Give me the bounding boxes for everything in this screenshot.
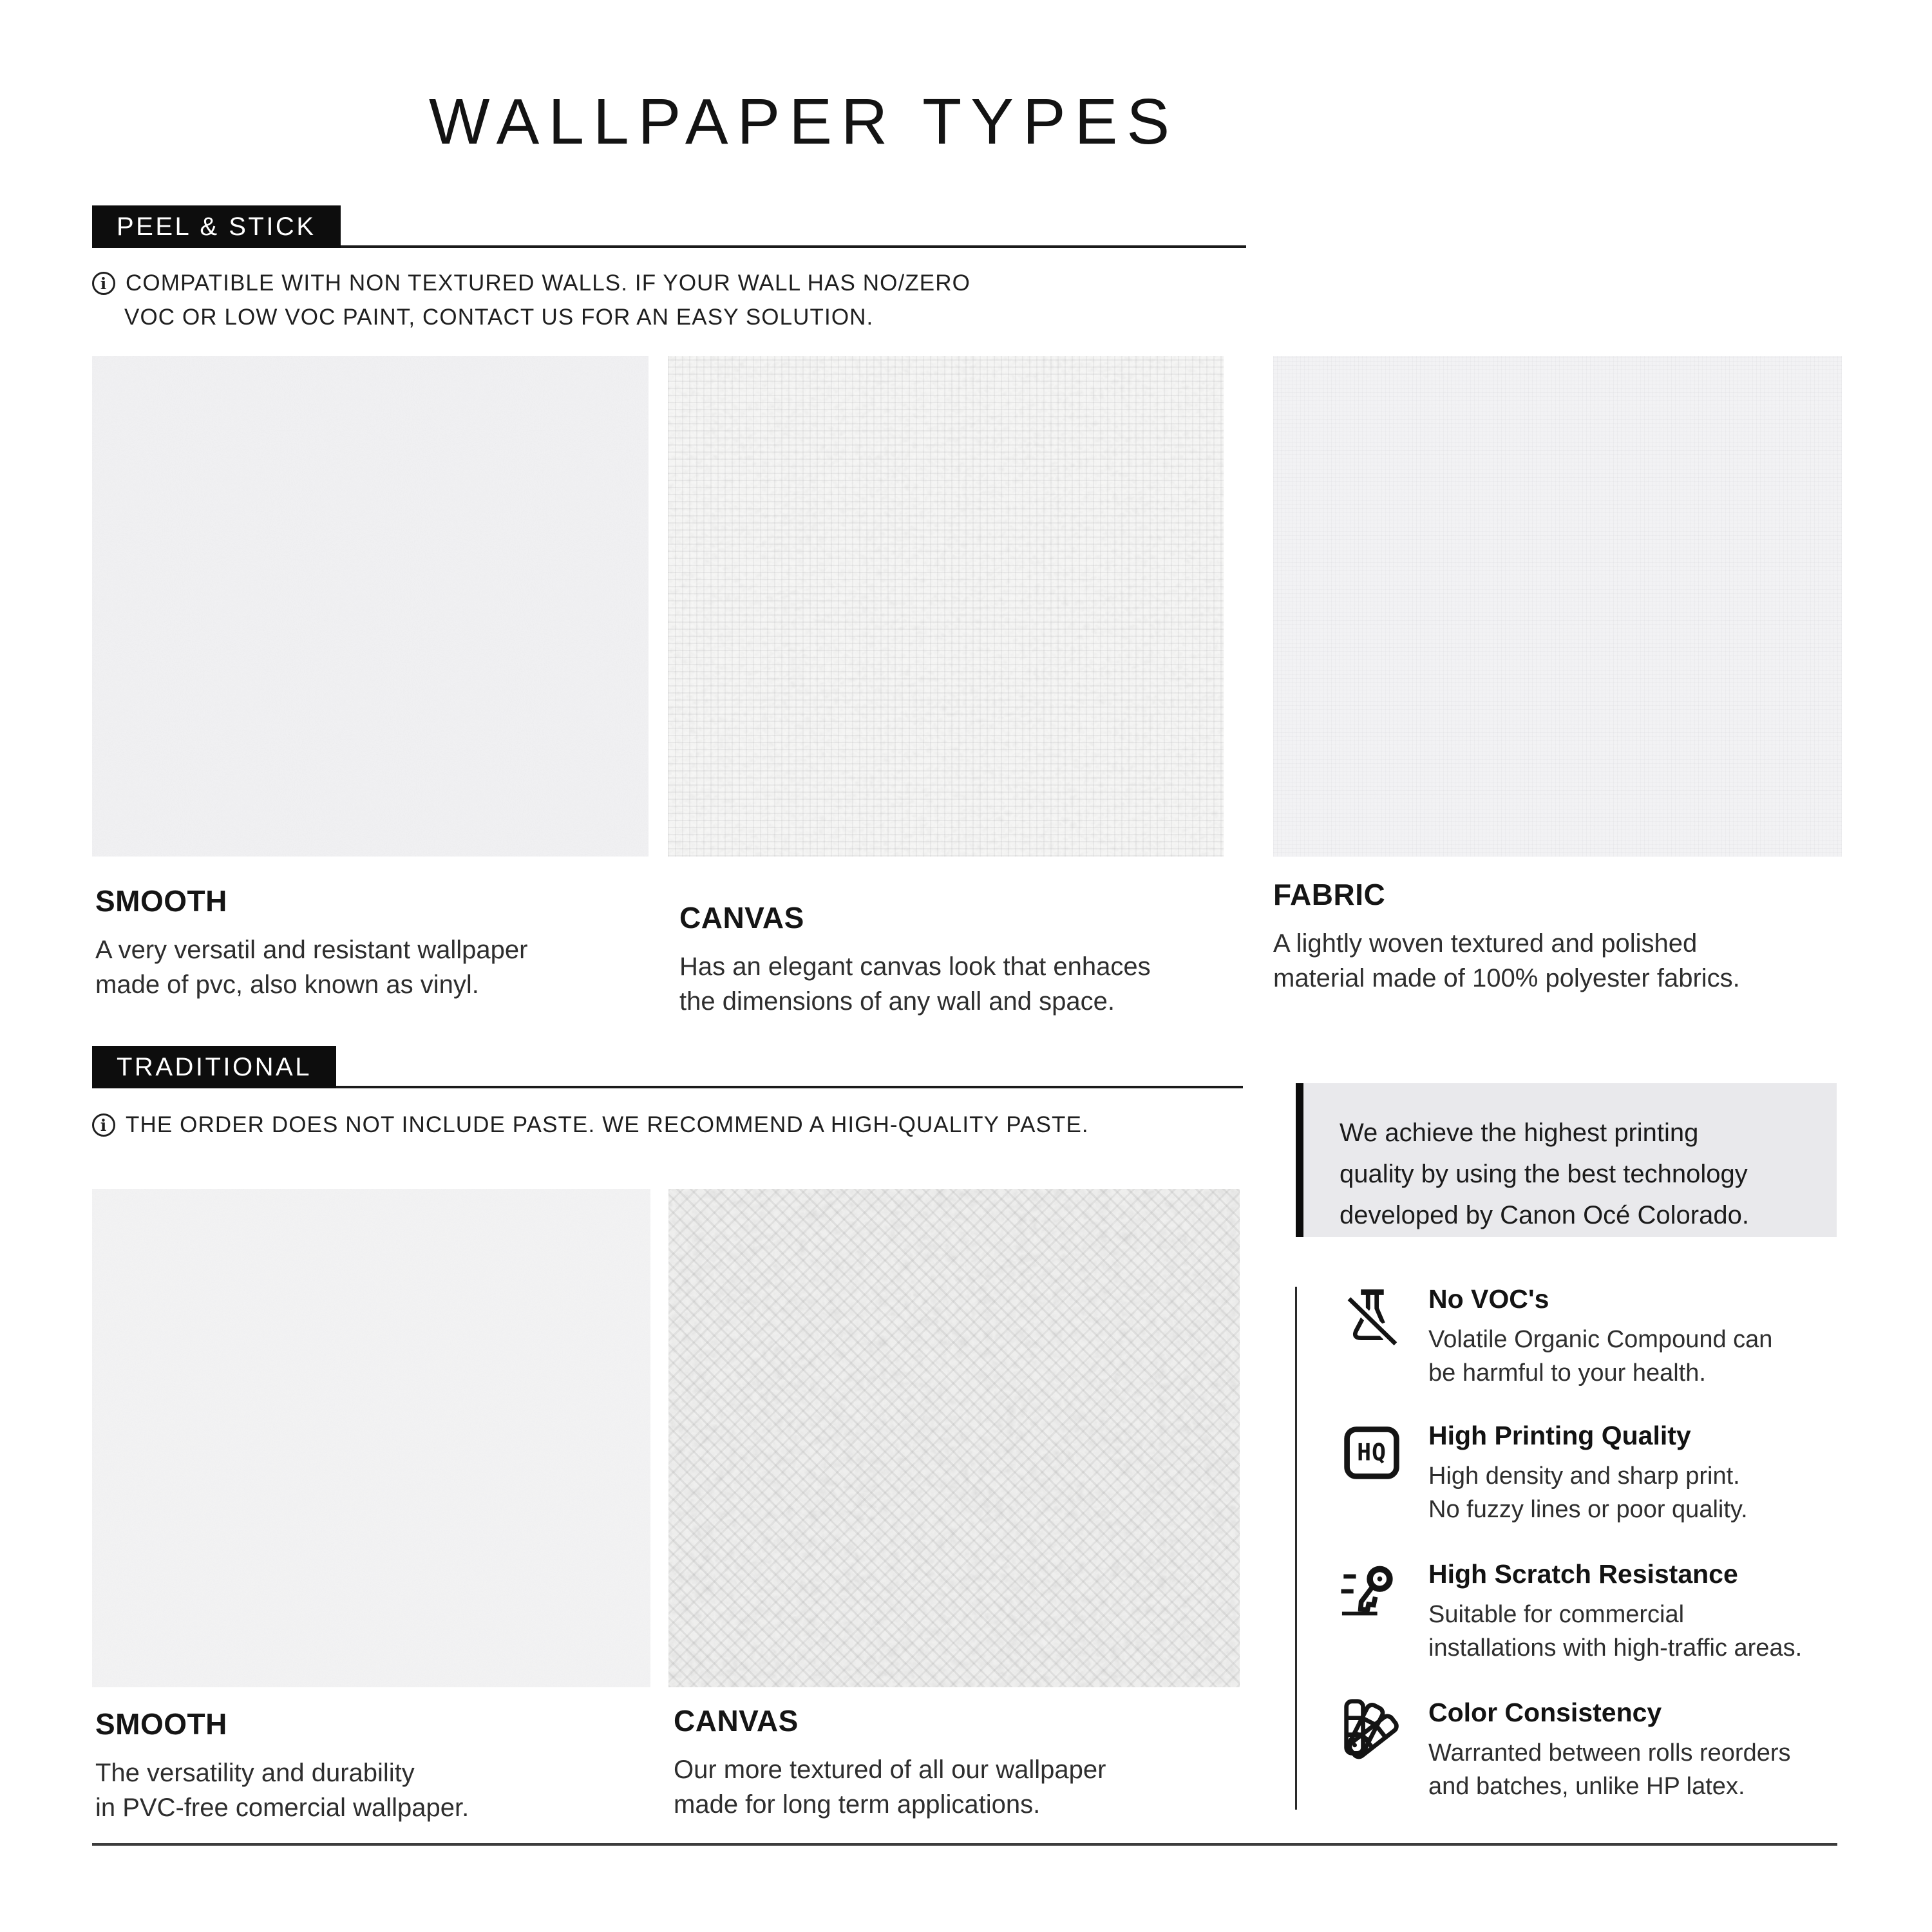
caption-trad-smooth <box>95 1707 469 1825</box>
quality-line: developed by Canon Océ Colorado. <box>1340 1201 1749 1229</box>
note-text: THE ORDER DOES NOT INCLUDE PASTE. WE RECOMMEND A HIGH-QUALITY PASTE. <box>126 1112 1089 1137</box>
scratch-key-icon <box>1341 1560 1403 1622</box>
feature-desc-line: High density and sharp print. <box>1428 1463 1740 1490</box>
quality-line: quality by using the best technology <box>1340 1160 1748 1188</box>
smooth-texture-noise <box>92 356 649 857</box>
feature-desc-line: installations with high-traffic areas. <box>1428 1634 1803 1662</box>
sample-desc-line: the dimensions of any wall and space. <box>679 987 1115 1016</box>
caption-peel-fabric <box>1273 877 1740 996</box>
color-swatchbook-icon <box>1341 1698 1403 1759</box>
features-divider <box>1295 1287 1297 1810</box>
feature-scratch-resistance <box>1428 1559 1802 1665</box>
sample-desc-line: material made of 100% polyester fabrics. <box>1273 964 1740 992</box>
feature-desc-line: and batches, unlike HP latex. <box>1428 1773 1745 1800</box>
sample-desc-line: The versatility and durability <box>95 1759 415 1787</box>
caption-trad-canvas <box>674 1703 1106 1822</box>
sample-name: SMOOTH <box>95 1707 227 1741</box>
no-voc-flask-icon <box>1341 1285 1403 1347</box>
sample-name: CANVAS <box>679 901 804 934</box>
traditional-smooth-swatch <box>92 1189 650 1687</box>
sample-desc-line: Has an elegant canvas look that enhaces <box>679 952 1151 981</box>
caption-peel-smooth <box>95 884 527 1002</box>
feature-no-voc <box>1428 1284 1772 1390</box>
traditional-label: TRADITIONAL <box>92 1046 336 1088</box>
peel-stick-label: PEEL & STICK <box>92 205 341 248</box>
smooth-texture-noise <box>92 1189 650 1687</box>
sample-desc-line: made of pvc, also known as vinyl. <box>95 971 479 999</box>
note-text: COMPATIBLE WITH NON TEXTURED WALLS. IF YOUR WALL HAS NO/ZERO <box>126 270 971 296</box>
feature-desc-line: be harmful to your health. <box>1428 1359 1706 1387</box>
info-icon: i <box>92 1113 115 1137</box>
sample-desc-line: in PVC-free comercial wallpaper. <box>95 1794 469 1822</box>
printing-quality-callout <box>1296 1083 1837 1237</box>
peel-stick-smooth-swatch <box>92 356 649 857</box>
feature-printing-quality <box>1428 1421 1748 1526</box>
peel-stick-fabric-swatch <box>1273 356 1842 857</box>
feature-color-consistency <box>1428 1698 1791 1803</box>
sample-desc-line: A very versatil and resistant wallpaper <box>95 936 528 964</box>
feature-desc-line: Warranted between rolls reorders <box>1428 1739 1791 1766</box>
feature-desc-line: No fuzzy lines or poor quality. <box>1428 1496 1748 1523</box>
peel-stick-note-line1 <box>92 270 971 296</box>
sample-desc-line: made for long term applications. <box>674 1790 1041 1819</box>
sample-desc-line: Our more textured of all our wallpaper <box>674 1756 1106 1784</box>
feature-desc-line: Volatile Organic Compound can <box>1428 1326 1773 1353</box>
peel-stick-note-line2: VOC OR LOW VOC PAINT, CONTACT US FOR AN EASY SOLUTION. <box>124 305 874 330</box>
sample-name: CANVAS <box>674 1704 799 1738</box>
hq-badge-icon <box>1341 1422 1403 1484</box>
page-title: WALLPAPER TYPES <box>428 86 1179 158</box>
traditional-note <box>92 1112 1089 1138</box>
caption-peel-canvas <box>679 900 1151 1019</box>
feature-title: No VOC's <box>1428 1284 1549 1314</box>
footer-rule <box>92 1843 1837 1846</box>
quality-line: We achieve the highest printing <box>1340 1119 1699 1147</box>
sample-name: FABRIC <box>1273 878 1386 911</box>
peel-stick-canvas-swatch <box>668 356 1224 857</box>
feature-title: High Scratch Resistance <box>1428 1559 1738 1589</box>
rough-canvas-texture-noise <box>668 1189 1240 1687</box>
feature-title: Color Consistency <box>1428 1698 1662 1727</box>
feature-desc-line: Suitable for commercial <box>1428 1601 1685 1628</box>
sample-desc-line: A lightly woven textured and polished <box>1273 929 1698 958</box>
fabric-texture-noise <box>1273 356 1842 857</box>
info-icon: i <box>92 272 115 295</box>
sample-name: SMOOTH <box>95 884 227 918</box>
traditional-canvas-swatch <box>668 1189 1240 1687</box>
feature-title: High Printing Quality <box>1428 1421 1691 1450</box>
canvas-texture-noise <box>668 356 1224 857</box>
svg-text:HQ: HQ <box>1357 1438 1387 1466</box>
